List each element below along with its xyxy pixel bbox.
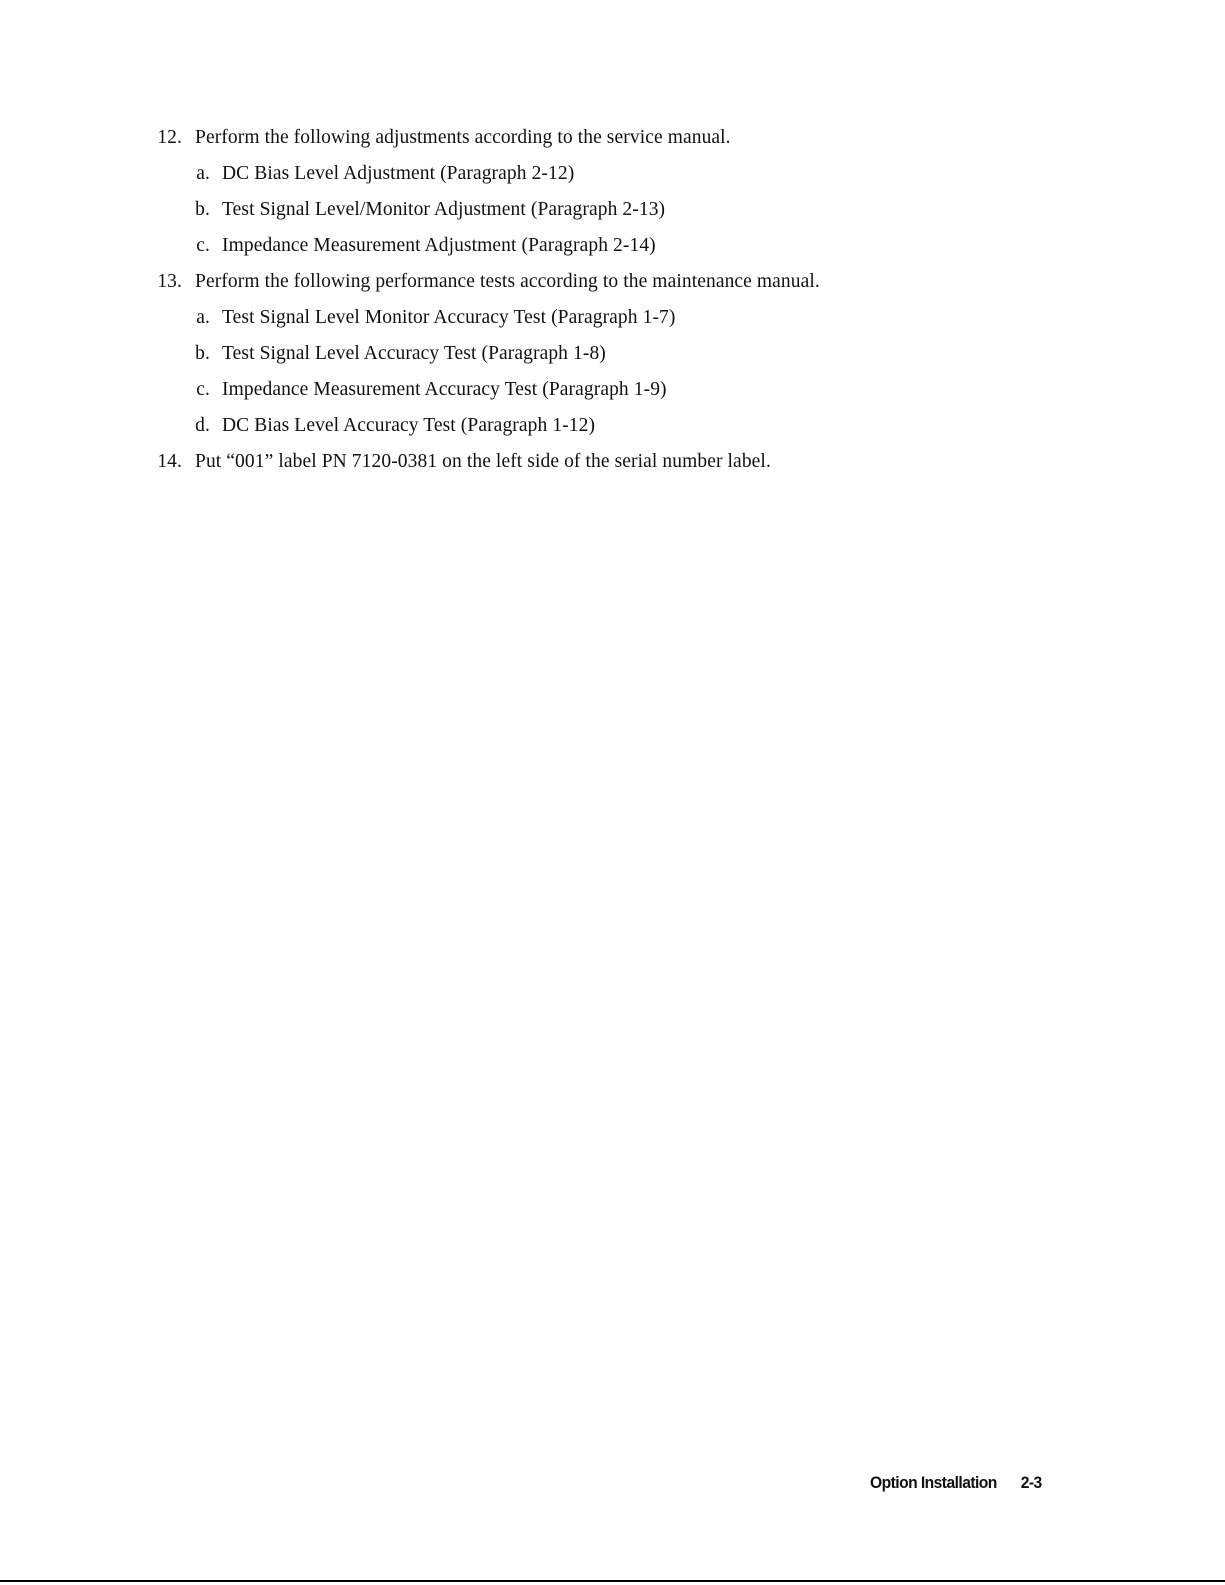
- substep-letter: a.: [196, 307, 210, 328]
- step-number: 13.: [157, 271, 182, 292]
- substep-letter: d.: [195, 415, 210, 436]
- step-number: 14.: [157, 451, 182, 472]
- substep-text: Test Signal Level Accuracy Test (Paragraph 1-8): [222, 343, 606, 364]
- footer-page-number: 2-3: [1020, 1473, 1042, 1492]
- footer-section-title: Option Installation: [870, 1473, 997, 1492]
- substep-text: Impedance Measurement Adjustment (Paragraph 2-14): [222, 235, 656, 256]
- substep-text: DC Bias Level Accuracy Test (Paragraph 1-12): [222, 415, 596, 436]
- substep-letter: b.: [195, 343, 210, 364]
- page-footer: [870, 1472, 1042, 1494]
- substep-letter: a.: [196, 163, 210, 184]
- substep-letter: c.: [196, 379, 210, 400]
- substep-text: DC Bias Level Adjustment (Paragraph 2-12): [222, 163, 575, 184]
- substep-text: Test Signal Level/Monitor Adjustment (Paragraph 2-13): [222, 199, 666, 220]
- step-text: Perform the following performance tests according to the maintenance manual.: [195, 271, 820, 292]
- substep-text: Impedance Measurement Accuracy Test (Paragraph 1-9): [222, 379, 667, 400]
- substep-letter: c.: [196, 235, 210, 256]
- bottom-rule: [0, 1580, 1225, 1582]
- step-text: Put “001” label PN 7120-0381 on the left side of the serial number label.: [195, 451, 771, 472]
- step-text: Perform the following adjustments according to the service manual.: [195, 127, 731, 148]
- step-number: 12.: [157, 127, 182, 148]
- substep-text: Test Signal Level Monitor Accuracy Test (Paragraph 1-7): [222, 307, 676, 328]
- substep-letter: b.: [195, 199, 210, 220]
